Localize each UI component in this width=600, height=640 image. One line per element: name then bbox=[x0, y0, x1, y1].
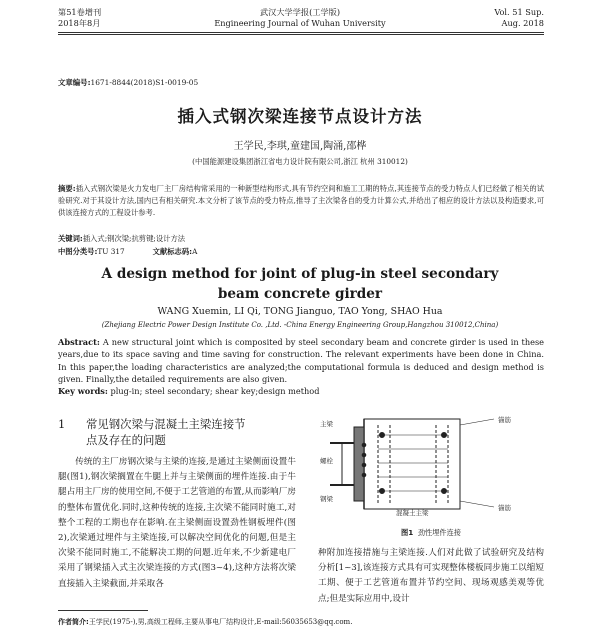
label-anchor-bar-top: 锚筋 bbox=[498, 416, 511, 424]
section-1-title-line2: 点及存在的问题 bbox=[86, 433, 166, 447]
paper-title-en-line1: A design method for joint of plug-in steel secondary bbox=[101, 266, 499, 282]
volume-zh: 第51卷增刊 bbox=[58, 7, 102, 17]
label-main-girder: 主梁 bbox=[320, 420, 333, 428]
abstract-zh bbox=[58, 183, 544, 220]
affiliation-zh: (中国能源建设集团浙江省电力设计院有限公司,浙江 杭州 310012) bbox=[192, 157, 408, 166]
document-code-value: 1671-8844(2018)S1-0019-05 bbox=[90, 78, 199, 87]
abstract-zh-label: 摘要: bbox=[58, 184, 76, 193]
volume-en: Vol. 51 Sup. bbox=[494, 7, 544, 17]
date-en: Aug. 2018 bbox=[501, 18, 544, 28]
author-footnote bbox=[58, 617, 352, 627]
doc-type-value: A bbox=[192, 247, 198, 256]
footnote-text: 王学民(1975-),男,高级工程师,主要从事电厂结构设计,E-mail:56035653@qq.com. bbox=[88, 618, 353, 626]
paper-title-en-line2: beam concrete girder bbox=[217, 286, 383, 302]
abstract-en-label: Abstract: bbox=[58, 337, 100, 347]
footnote-rule bbox=[58, 610, 148, 611]
figure-1-caption-text: 劲性埋件连接 bbox=[417, 528, 461, 537]
header-rule-bottom bbox=[58, 34, 544, 35]
date-zh: 2018年8月 bbox=[58, 18, 101, 28]
figure-1-caption bbox=[318, 528, 544, 538]
abstract-zh-text: 插入式钢次梁是火力发电厂主厂房结构常采用的一种新型结构形式,具有节约空间和施工工期的特点,其连接节点的受力特点人们已经做了相关的试验研究.对于其设计方法,国内已有相关研究.本文分析了该节点的受力特点,推导了主次梁各自的受力计算公式,并给出了相应的设计方法以及构造要求,可供该连接方式的工程设计参考. bbox=[58, 184, 544, 218]
authors-zh: 王学民,李琪,童建国,陶涌,邵桦 bbox=[233, 141, 367, 152]
clc-label: 中图分类号: bbox=[58, 247, 98, 256]
figure-1-number: 图1 bbox=[401, 528, 414, 537]
authors-en: WANG Xuemin, LI Qi, TONG Jianguo, TAO Yong, SHAO Hua bbox=[157, 306, 443, 317]
figure-1-diagram bbox=[318, 413, 544, 517]
label-concrete-girder: 混凝土主梁 bbox=[396, 509, 429, 517]
footnote-label: 作者简介: bbox=[58, 618, 89, 626]
paper-title-en bbox=[0, 264, 600, 304]
header-rule-top bbox=[58, 32, 544, 33]
abstract-en bbox=[58, 336, 544, 386]
keywords-zh-text: 插入式;钢次梁;抗剪键;设计方法 bbox=[82, 234, 186, 243]
journal-name-zh: 武汉大学学报(工学版) bbox=[259, 7, 341, 17]
document-code bbox=[58, 77, 198, 88]
keywords-zh bbox=[58, 234, 185, 244]
keywords-en-text: plug-in; steel secondary; shear key;design method bbox=[110, 386, 320, 396]
label-steel-beam: 钢梁 bbox=[320, 495, 333, 503]
running-header-right bbox=[494, 7, 544, 29]
section-1-number: 1 bbox=[58, 417, 66, 431]
label-bolt: 螺栓 bbox=[320, 457, 333, 465]
classification-line bbox=[58, 247, 197, 257]
doc-type-label: 文献标志码: bbox=[152, 247, 193, 256]
body-text-right: 种附加连接措施与主梁连接.人们对此做了试验研究及结构分析[1~3],该连接方式具有可实现整体楼板同步施工以缩短工期、便于工艺管道布置并节约空间、现场观感美观等优点;但是实际应用中,设计 bbox=[318, 548, 544, 604]
document-code-label: 文章编号: bbox=[58, 78, 91, 87]
paper-title-zh: 插入式钢次梁连接节点设计方法 bbox=[177, 107, 423, 126]
abstract-en-text: A new structural joint which is composited by steel secondary beam and concrete girder is used in these years,due to its space saving and time saving for construction. The relevant experiments have been done in China. In this paper,the loading characteristics are analyzed;the computational formula is deduced and design method is given. Finally,the detailed requirements are also given. bbox=[58, 337, 545, 385]
section-1-title-line1: 常见钢次梁与混凝土主梁连接节 bbox=[86, 417, 246, 431]
clc-value: TU 317 bbox=[97, 247, 125, 256]
keywords-en bbox=[58, 386, 319, 396]
anchor-ticks bbox=[378, 435, 448, 491]
section-1-heading bbox=[58, 416, 296, 448]
keywords-en-label: Key words: bbox=[58, 386, 108, 396]
keywords-zh-label: 关键词: bbox=[58, 234, 83, 243]
affiliation-en: (Zhejiang Electric Power Design Institute Co. ,Ltd. -China Energy Engineering Group,Hangzhou 310012,China) bbox=[101, 321, 499, 329]
label-anchor-bar-bottom: 锚筋 bbox=[498, 504, 511, 512]
journal-name-en: Engineering Journal of Wuhan University bbox=[214, 18, 386, 28]
body-text-left: 传统的主厂房钢次梁与主梁的连接,是通过主梁侧面设置牛腿(图1),钢次梁搁置在牛腿上并与主梁侧面的埋件连接.由于牛腿占用主厂房的使用空间,不便于工艺管道的布置,从而影响厂房的整体布置优化.同时,这种传统的连接,主次梁不能同时施工,对整个工程的工期也存在影响.在主梁侧面设置劲性钢板埋件(图2),次梁通过埋件与主梁连接,可以解决空间优化的问题,但是主次梁不能同时施工,不能解决工期的问题.近年来,不少新建电厂采用了钢梁插入式主次梁连接的方式(图3~4),这种方法将次梁直接插入主梁截面,并采取各 bbox=[58, 457, 296, 589]
anchor-bars bbox=[378, 425, 448, 505]
